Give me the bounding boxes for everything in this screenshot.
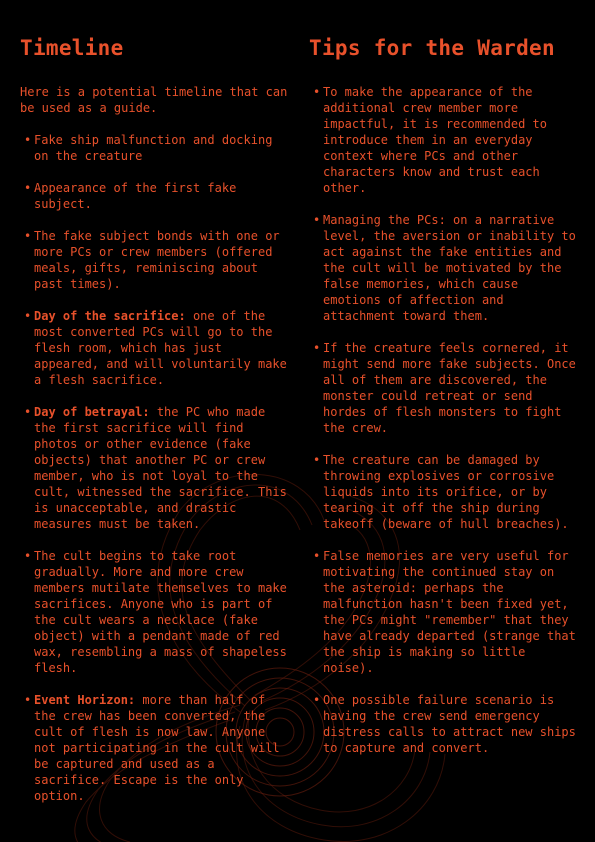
timeline-item-text: the PC who made the first sacrifice will find photos or other evidence (fake objects) that another PC or crew member, who is not loyal to the cult, witnessed the sacrifice. This is unacceptable, and drastic measures must be taken.: [34, 405, 287, 531]
tips-list: [309, 84, 579, 756]
timeline-heading: Timeline: [20, 36, 124, 60]
bullet-icon: •: [313, 85, 321, 99]
bullet-icon: •: [24, 229, 32, 243]
bullet-icon: •: [313, 693, 321, 707]
bullet-icon: •: [313, 213, 321, 227]
tip-item: [309, 340, 579, 436]
tip-item-text: To make the appearance of the additional crew member more impactful, it is recommended to introduce them in an everyday context where PCs and other characters know and trust each other.: [323, 85, 547, 195]
tip-item-text: The creature can be damaged by throwing explosives or corrosive liquids into its orifice, or by tearing it off the ship during takeoff (beware of hull breaches).: [323, 453, 569, 531]
timeline-item-lead: Event Horizon:: [34, 693, 136, 707]
timeline-item: [20, 692, 292, 804]
bullet-icon: •: [24, 309, 32, 323]
bullet-icon: •: [24, 405, 32, 419]
timeline-column: [20, 34, 292, 820]
timeline-item-text: more than half of the crew has been converted, the cult of flesh is now law. Anyone not participating in the cult will be captured and used as a sacrifice. Escape is the only option.: [34, 693, 280, 803]
timeline-intro: Here is a potential timeline that can be used as a guide.: [20, 85, 288, 115]
tip-item-text: Managing the PCs: on a narrative level, the aversion or inability to act against the fake entities and the cult will be motivated by the false memories, which cause emotions of affection and attachment toward them.: [323, 213, 576, 323]
bullet-icon: •: [24, 133, 32, 147]
tip-item: [309, 84, 579, 196]
timeline-item: [20, 180, 292, 212]
timeline-item: [20, 132, 292, 164]
bullet-icon: •: [24, 549, 32, 563]
tip-item: [309, 452, 579, 532]
timeline-item: [20, 404, 292, 532]
bullet-icon: •: [313, 549, 321, 563]
timeline-item: [20, 228, 292, 292]
timeline-item-text: Appearance of the first fake subject.: [34, 181, 237, 211]
bullet-icon: •: [24, 693, 32, 707]
tips-column: [309, 34, 579, 772]
timeline-item-text: The cult begins to take root gradually. More and more crew members mutilate themselves to make sacrifices. Anyone who is part of the cult wears a necklace (fake object) with a pendant made of red wax, resembling a mass of shapeless flesh.: [34, 549, 287, 675]
tip-item-text: One possible failure scenario is having the crew send emergency distress calls to attract new ships to capture and convert.: [323, 693, 576, 755]
timeline-item: [20, 308, 292, 388]
timeline-item-text: Fake ship malfunction and docking on the creature: [34, 133, 273, 163]
timeline-item-lead: Day of the sacrifice:: [34, 309, 186, 323]
tip-item-text: If the creature feels cornered, it might send more fake subjects. Once all of them are discovered, the monster could retreat or send hordes of flesh monsters to fight the crew.: [323, 341, 576, 435]
tip-item: [309, 212, 579, 324]
bullet-icon: •: [313, 453, 321, 467]
timeline-item-lead: Day of betrayal:: [34, 405, 150, 419]
timeline-list: [20, 132, 292, 804]
bullet-icon: •: [24, 181, 32, 195]
timeline-item-text: one of the most converted PCs will go to the flesh room, which has just appeared, and will voluntarily make a flesh sacrifice.: [34, 309, 287, 387]
timeline-item-text: The fake subject bonds with one or more PCs or crew members (offered meals, gifts, reminiscing about past times).: [34, 229, 280, 291]
bullet-icon: •: [313, 341, 321, 355]
tip-item: [309, 548, 579, 676]
tip-item: [309, 692, 579, 756]
tips-heading: Tips for the Warden: [309, 36, 555, 60]
tip-item-text: False memories are very useful for motivating the continued stay on the asteroid: perhaps the malfunction hasn't been fixed yet, the PCs might "remember" that they have already departed (strange that the ship is making so little noise).: [323, 549, 576, 675]
timeline-item: [20, 548, 292, 676]
